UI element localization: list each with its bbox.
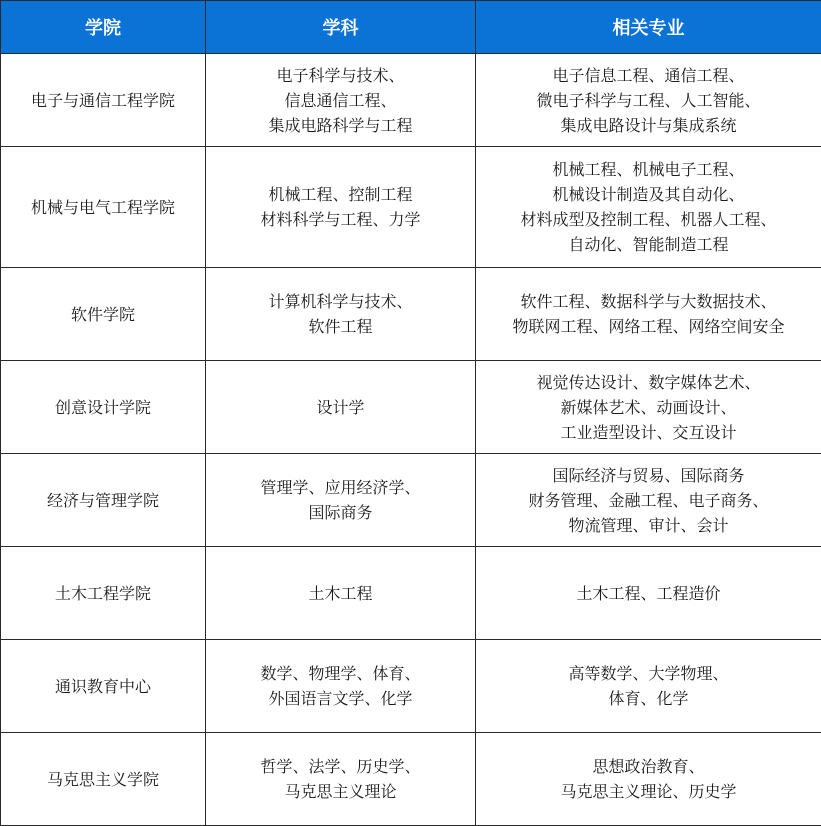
college-cell: 电子与通信工程学院	[1, 54, 206, 147]
table-row	[1, 547, 821, 640]
majors-cell: 国际经济与贸易、国际商务 财务管理、金融工程、电子商务、 物流管理、审计、会计	[476, 454, 821, 547]
table-row	[1, 361, 821, 454]
college-cell: 机械与电气工程学院	[1, 147, 206, 268]
majors-cell: 土木工程、工程造价	[476, 547, 821, 640]
college-cell: 马克思主义学院	[1, 733, 206, 826]
table-row	[1, 268, 821, 361]
table-row	[1, 54, 821, 147]
majors-cell: 电子信息工程、通信工程、 微电子科学与工程、人工智能、 集成电路设计与集成系统	[476, 54, 821, 147]
college-cell: 土木工程学院	[1, 547, 206, 640]
discipline-cell: 土木工程	[206, 547, 476, 640]
table-row	[1, 640, 821, 733]
majors-cell: 思想政治教育、 马克思主义理论、历史学	[476, 733, 821, 826]
college-cell: 创意设计学院	[1, 361, 206, 454]
discipline-cell: 计算机科学与技术、 软件工程	[206, 268, 476, 361]
discipline-cell: 管理学、应用经济学、 国际商务	[206, 454, 476, 547]
majors-cell: 软件工程、数据科学与大数据技术、 物联网工程、网络工程、网络空间安全	[476, 268, 821, 361]
majors-cell: 机械工程、机械电子工程、 机械设计制造及其自动化、 材料成型及控制工程、机器人工程、 自动化、智能制造工程	[476, 147, 821, 268]
majors-cell: 视觉传达设计、数字媒体艺术、 新媒体艺术、动画设计、 工业造型设计、交互设计	[476, 361, 821, 454]
header-row	[1, 1, 821, 54]
header-college: 学院	[1, 1, 206, 54]
table-row	[1, 454, 821, 547]
discipline-cell: 设计学	[206, 361, 476, 454]
college-cell: 软件学院	[1, 268, 206, 361]
table-row	[1, 733, 821, 826]
majors-cell: 高等数学、大学物理、 体育、化学	[476, 640, 821, 733]
header-majors: 相关专业	[476, 1, 821, 54]
table-row	[1, 147, 821, 268]
college-cell: 经济与管理学院	[1, 454, 206, 547]
discipline-cell: 电子科学与技术、 信息通信工程、 集成电路科学与工程	[206, 54, 476, 147]
header-discipline: 学科	[206, 1, 476, 54]
discipline-cell: 数学、物理学、体育、 外国语言文学、化学	[206, 640, 476, 733]
college-cell: 通识教育中心	[1, 640, 206, 733]
discipline-cell: 哲学、法学、历史学、 马克思主义理论	[206, 733, 476, 826]
discipline-cell: 机械工程、控制工程 材料科学与工程、力学	[206, 147, 476, 268]
